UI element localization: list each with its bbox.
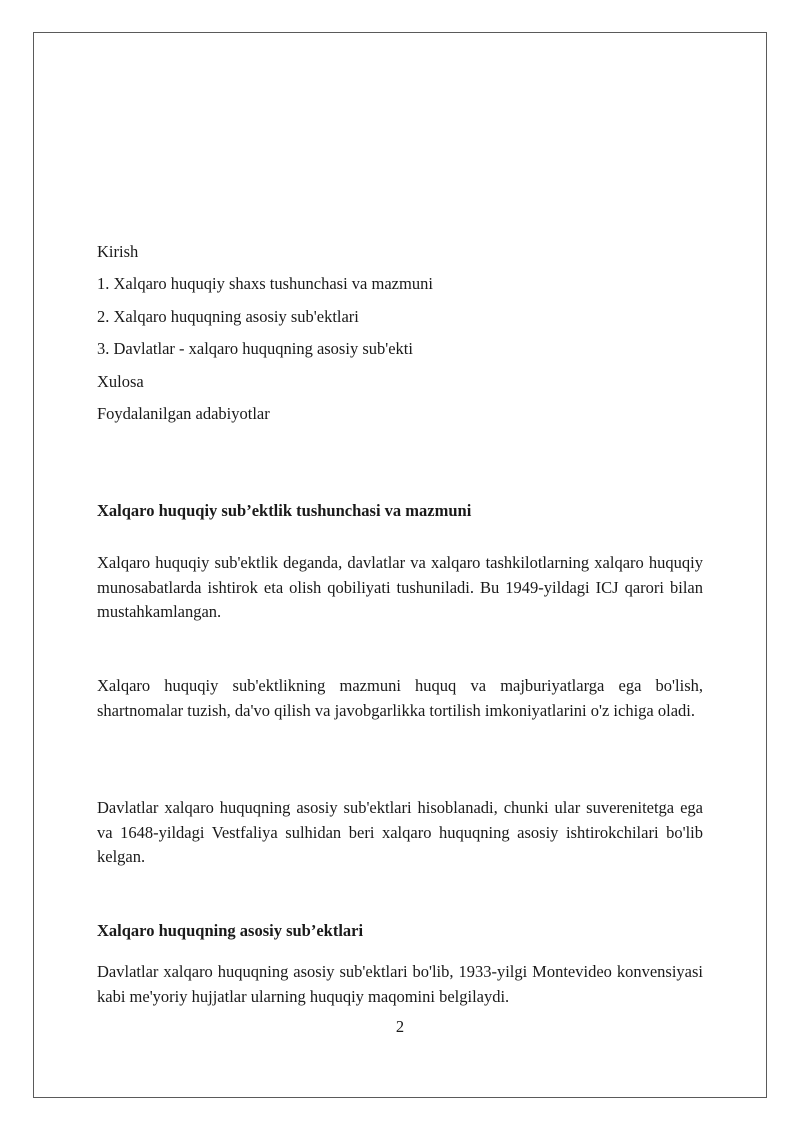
paragraph-2: Xalqaro huquqiy sub'ektlikning mazmuni huquq va majburiyatlarga ega bo'lish, shartnomalar tuzish, da'vo qilish va javobgarlikka tortilish imkoniyatlarini o'z ichiga oladi. [97,676,703,720]
paragraph-4: Davlatlar xalqaro huquqning asosiy sub'ektlari bo'lib, 1933-yilgi Montevideo konvensiyasi kabi me'yoriy hujjatlar ularning huquqiy maqomini belgilaydi. [97,962,703,1006]
paragraph-1: Xalqaro huquqiy sub'ektlik deganda, davlatlar va xalqaro tashkilotlarning xalqaro huquqiy munosabatlarda ishtirok eta olish qobiliyati tushuniladi. Bu 1949-yildagi ICJ qarori bilan mustahkamlangan. [97,553,703,621]
page-number: 2 [395,1017,405,1036]
toc-item-references: Foydalanilgan adabiyotlar [97,403,270,423]
toc-item-1: 1. Xalqaro huquqiy shaxs tushunchasi va mazmuni [97,274,433,294]
table-of-contents [97,242,717,436]
toc-item-intro: Kirish [97,242,139,261]
toc-item-3: 3. Davlatlar - xalqaro huquqning asosiy sub'ekti [97,339,413,359]
paragraph-3: Davlatlar xalqaro huquqning asosiy sub'ektlari hisoblanadi, chunki ular suverenitetga ega va 1648-yildagi Vestfaliya sulhidan beri xalqaro huquqning asosiy ishtirokchilari bo'lib kelgan. [97,798,703,866]
toc-item-2: 2. Xalqaro huquqning asosiy sub'ektlari [97,306,359,326]
section-heading-1: Xalqaro huquqiy sub’ektlik tushunchasi va mazmuni [97,501,472,520]
toc-item-conclusion: Xulosa [97,371,144,391]
section-heading-2: Xalqaro huquqning asosiy sub’ektlari [97,921,364,940]
